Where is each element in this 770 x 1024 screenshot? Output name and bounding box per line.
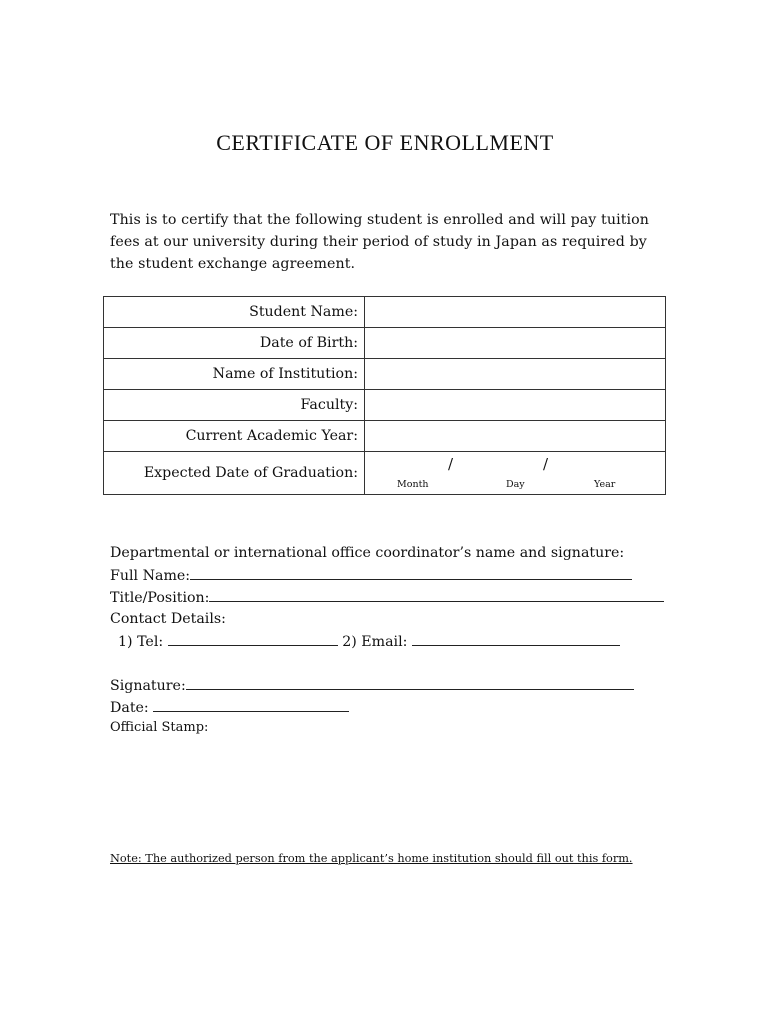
table-row <box>104 390 666 421</box>
footer-note: Note: The authorized person from the applicant’s home institution should fill out this form. <box>110 852 633 865</box>
faculty-field[interactable] <box>365 390 666 421</box>
day-caption: Day <box>506 479 525 490</box>
date-separator: / <box>543 455 549 473</box>
signature-row <box>110 674 634 697</box>
title-position-label: Title/Position: <box>110 590 210 606</box>
institution-field[interactable] <box>365 359 666 390</box>
contact-details-label: Contact Details: <box>110 611 226 627</box>
date-label: Date: <box>110 700 149 716</box>
full-name-line[interactable] <box>190 564 632 580</box>
date-row <box>110 696 349 719</box>
faculty-label: Faculty: <box>104 390 365 421</box>
graduation-date-field[interactable] <box>365 452 666 495</box>
academic-year-field[interactable] <box>365 421 666 452</box>
full-name-label: Full Name: <box>110 568 191 584</box>
institution-label: Name of Institution: <box>104 359 365 390</box>
signature-line[interactable] <box>186 674 634 690</box>
year-caption: Year <box>594 479 616 490</box>
tel-label: 1) Tel: <box>118 634 164 650</box>
email-label: 2) Email: <box>342 634 408 650</box>
email-line[interactable] <box>412 630 620 646</box>
signature-label: Signature: <box>110 678 186 694</box>
document-title: CERTIFICATE OF ENROLLMENT <box>216 130 554 155</box>
contact-row <box>118 630 620 653</box>
table-row <box>104 359 666 390</box>
table-row <box>104 297 666 328</box>
coordinator-heading: Departmental or international office coordinator’s name and signature: <box>110 545 625 561</box>
student-info-table <box>103 296 666 495</box>
table-row <box>104 452 666 495</box>
date-of-birth-label: Date of Birth: <box>104 328 365 359</box>
date-line[interactable] <box>153 696 349 712</box>
title-position-line[interactable] <box>209 586 664 602</box>
academic-year-label: Current Academic Year: <box>104 421 365 452</box>
graduation-date-label: Expected Date of Graduation: <box>104 452 365 495</box>
tel-line[interactable] <box>168 630 338 646</box>
student-name-label: Student Name: <box>104 297 365 328</box>
date-of-birth-field[interactable] <box>365 328 666 359</box>
title-position-row <box>110 586 664 609</box>
table-row <box>104 421 666 452</box>
official-stamp-label: Official Stamp: <box>110 720 209 735</box>
month-caption: Month <box>397 479 429 490</box>
full-name-row <box>110 564 632 587</box>
student-name-field[interactable] <box>365 297 666 328</box>
date-separator: / <box>448 455 454 473</box>
table-row <box>104 328 666 359</box>
intro-paragraph: This is to certify that the following student is enrolled and will pay tuition fees at our university during their period of study in Japan as required by the student exchange agreement. <box>110 212 650 272</box>
